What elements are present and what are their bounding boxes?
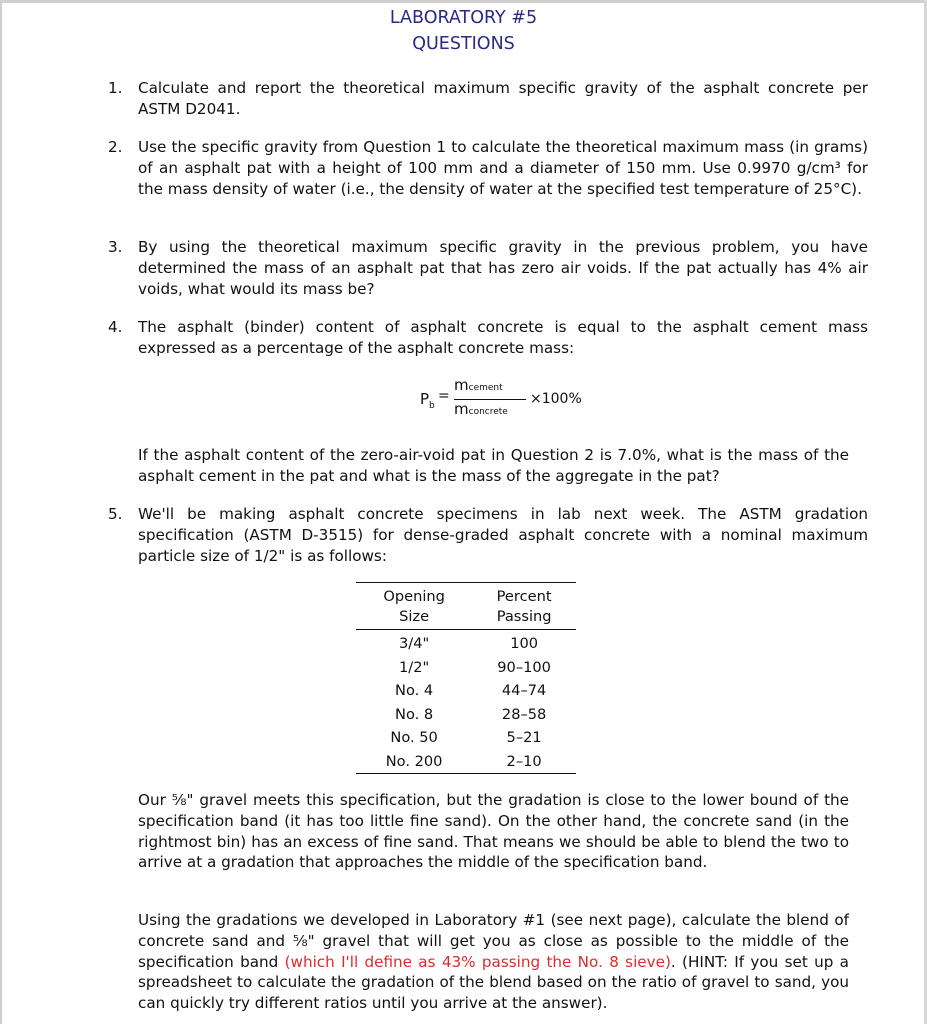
formula-numerator: mcement <box>454 376 503 394</box>
question-4-followup: If the asphalt content of the zero-air-void pat in Question 2 is 7.0%, what is the mass of the asphalt cement in the pat and what is the mass of the aggregate in the pat? <box>138 446 849 485</box>
table-header-row <box>356 583 576 630</box>
page-border-top <box>0 0 927 3</box>
formula-lhs: $P_b$ <box>420 390 435 411</box>
table-row <box>356 630 576 656</box>
question-2 <box>108 137 868 199</box>
blend-paragraph <box>138 910 849 1014</box>
blend-text-part1: Using the gradations we developed in Laboratory #1 (see next page), calculate the blend of concrete sand and ⅝" gravel that will get you as close as possible to the middle of the specification band <box>138 911 849 971</box>
question-number: 5. <box>108 505 123 523</box>
gravel-paragraph: Our ⅝" gravel meets this specification, but the gradation is close to the lower bound of the specification band (it has too little fine sand). On the other hand, the concrete sand (in the rightmost bin) has an excess of fine sand. That means we should be able to blend the two to arrive at a gradation that approaches the middle of the specification band. <box>138 791 849 872</box>
gradation-table <box>356 582 576 774</box>
table-row <box>356 726 576 750</box>
blend-highlight: (which I'll define as 43% passing the No. 8 sieve) <box>284 952 671 971</box>
question-text: We'll be making asphalt concrete specimens in lab next week. The ASTM gradation specification (ASTM D-3515) for dense-graded asphalt concrete with a nominal maximum particle size of 1/2" is as follows: <box>138 505 868 565</box>
page-subtitle: QUESTIONS <box>412 34 515 54</box>
cell-size: No. 200 <box>356 750 472 774</box>
question-number: 1. <box>108 79 123 97</box>
page-title: LABORATORY #5 <box>389 8 538 28</box>
table-row <box>356 703 576 727</box>
question-number: 2. <box>108 138 123 156</box>
table-row <box>356 656 576 680</box>
formula-denominator: mconcrete <box>454 400 508 418</box>
cell-passing: 2–10 <box>472 750 576 774</box>
cell-size: No. 8 <box>395 705 434 723</box>
cell-passing: 28–58 <box>501 705 547 723</box>
formula-multiplier: ×100% <box>530 391 582 407</box>
question-number: 3. <box>108 238 123 256</box>
question-number: 4. <box>108 318 123 336</box>
cell-size: No. 50 <box>390 729 438 747</box>
cell-size: No. 4 <box>395 682 434 700</box>
table-row <box>356 750 576 774</box>
cell-size: 3/4" <box>399 635 430 653</box>
question-5 <box>108 504 868 566</box>
question-text: Use the specific gravity from Question 1 to calculate the theoretical maximum mass (in grams) of an asphalt pat with a height of 100 mm and a diameter of 150 mm. Use 0.9970 g/cm³ for the mass density of water (i.e., the density of water at the specified test temperature of 25°C). <box>138 138 868 198</box>
page-border-left <box>0 0 2 1024</box>
formula-equals: = <box>438 388 450 404</box>
cell-passing: 90–100 <box>497 658 551 676</box>
header-opening-size: Opening Size <box>356 583 472 630</box>
cell-size: 1/2" <box>399 658 430 676</box>
cell-passing: 5–21 <box>506 729 542 747</box>
question-3 <box>108 237 868 299</box>
table-row <box>356 679 576 703</box>
question-text: By using the theoretical maximum specific gravity in the previous problem, you have determined the mass of an asphalt pat that has zero air voids. If the pat actually has 4% air voids, what would its mass be? <box>138 238 868 298</box>
blend-text-part2: . (HINT: If you set up a spreadsheet to calculate the gradation of the blend based on the ratio of gravel to sand, you can quickly try different ratios until you arrive at the answer). <box>138 952 849 1013</box>
header-percent-passing: Percent Passing <box>472 583 576 630</box>
cell-passing: 44–74 <box>501 682 547 700</box>
question-4 <box>108 317 868 359</box>
question-1 <box>108 78 868 120</box>
binder-content-formula <box>420 376 620 426</box>
question-text: The asphalt (binder) content of asphalt concrete is equal to the asphalt cement mass expressed as a percentage of the asphalt concrete mass: <box>138 318 868 357</box>
cell-passing: 100 <box>510 635 539 653</box>
question-text: Calculate and report the theoretical maximum specific gravity of the asphalt concrete per ASTM D2041. <box>138 79 868 118</box>
